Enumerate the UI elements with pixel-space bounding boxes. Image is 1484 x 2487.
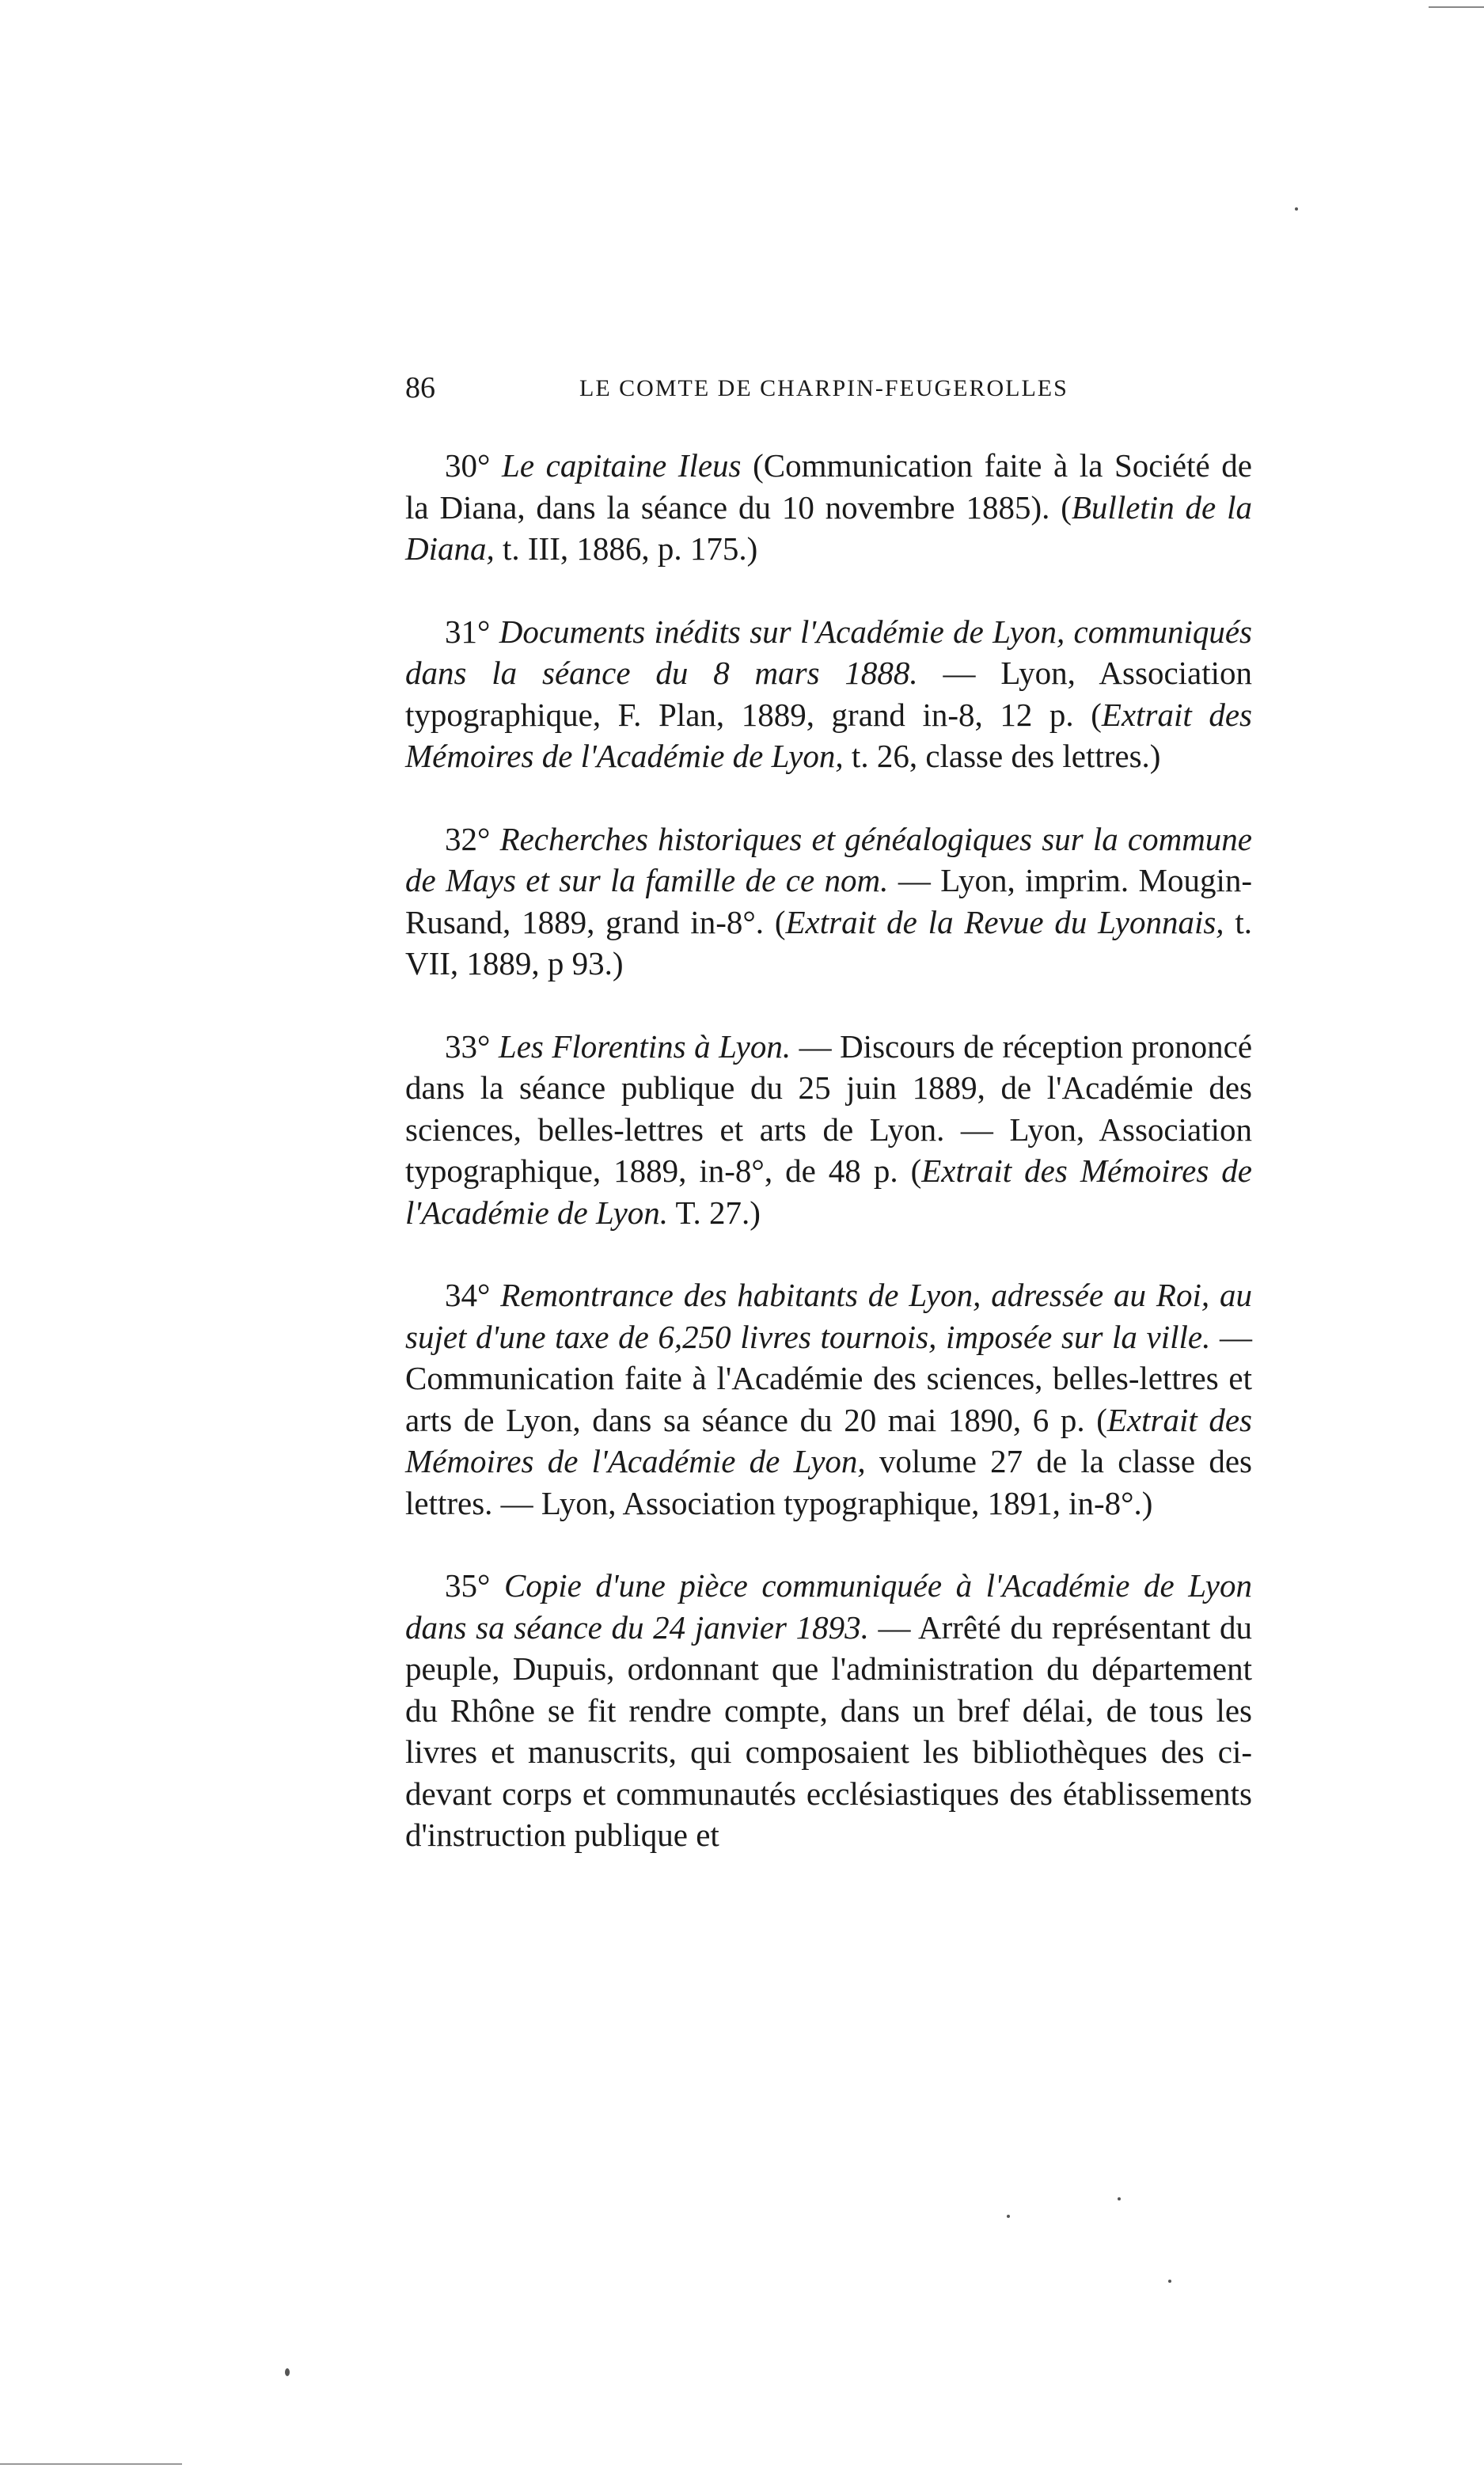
page-edge-line-top xyxy=(1429,6,1484,8)
entry-number: 30° xyxy=(445,447,491,484)
page-number: 86 xyxy=(405,371,435,404)
entry-text: — Lyon, imprim. Mougin-Rusand, 1889, grand in-8°. xyxy=(405,862,1253,940)
page-edge-line-bottom xyxy=(0,2463,182,2465)
entry-ref-title: Extrait des Mémoires de l'Académie de Lyon, xyxy=(405,696,1253,774)
bibliography-entry-32 xyxy=(405,818,1252,985)
ink-speck xyxy=(1007,2215,1010,2218)
entry-number: 32° xyxy=(445,820,491,857)
ink-speck xyxy=(1295,207,1298,211)
entry-ref-title: Bulletin de la Diana, xyxy=(405,488,1252,567)
entry-text: — Discours de réception prononcé dans la séance publique du 25 juin 1889, de l'Académie des sciences, belles-lettres et arts de Lyon. — Lyon, Association typographique, 1889, in-8°, de 48 p. xyxy=(405,1027,1253,1189)
bibliography-entry-30 xyxy=(405,445,1252,570)
entry-number: 31° xyxy=(445,613,491,650)
entry-title: Documents inédits sur l'Académie de Lyon, communiqués dans la séance du 8 mars 1888. xyxy=(405,613,1252,691)
entry-ref-title: Extrait des Mémoires de l'Académie de Lyon. xyxy=(405,1152,1252,1231)
entry-title: Le capitaine Ileus xyxy=(502,447,742,484)
entry-ref-open: ( xyxy=(910,1152,922,1189)
entry-ref-open: ( xyxy=(1061,488,1072,526)
entry-ref-title: Extrait des Mémoires de l'Académie de Lyon, xyxy=(405,1401,1253,1479)
entry-number: 34° xyxy=(445,1277,491,1313)
ink-speck xyxy=(1118,2197,1121,2200)
entry-title: Recherches historiques et généalogiques sur la commune de Mays et sur la famille de ce nom. xyxy=(405,820,1252,898)
entry-ref-details: t. VII, 1889, p 93.) xyxy=(405,903,1253,982)
entry-title: Remontrance des habitants de Lyon, adressée au Roi, au sujet d'une taxe de 6,250 livres tournois, imposée sur la ville. xyxy=(405,1277,1252,1355)
bibliography-entry-34 xyxy=(405,1274,1252,1524)
bibliography-entry-35 xyxy=(405,1565,1252,1856)
entry-ref-open: ( xyxy=(774,903,786,940)
entry-number: 35° xyxy=(445,1567,491,1604)
entry-number: 33° xyxy=(445,1027,491,1065)
entry-text: (Communication faite à la Société de la Diana, dans la séance du 10 novembre 1885). xyxy=(405,447,1252,526)
page-body xyxy=(405,445,1252,1897)
entry-title: Copie d'une pièce communiquée à l'Académie de Lyon dans sa séance du 24 janvier 1893. xyxy=(405,1567,1252,1646)
entry-ref-details: t. 26, classe des lettres.) xyxy=(851,738,1161,774)
ink-speck xyxy=(1168,2280,1171,2283)
running-title: LE COMTE DE CHARPIN-FEUGEROLLES xyxy=(579,375,1068,401)
ink-speck xyxy=(285,2368,290,2376)
bibliography-entry-33 xyxy=(405,1026,1252,1234)
entry-ref-details: T. 27.) xyxy=(675,1194,761,1231)
entry-ref-details: t. III, 1886, p. 175.) xyxy=(503,530,758,567)
entry-title: Les Florentins à Lyon. xyxy=(498,1027,791,1065)
entry-ref-open: ( xyxy=(1091,696,1102,733)
page-header xyxy=(405,370,1252,418)
entry-ref-details: volume 27 de la classe des lettres. — Lyon, Association typographique, 1891, in-8°.) xyxy=(405,1443,1252,1521)
entry-ref-title: Extrait de la Revue du Lyonnais, xyxy=(785,903,1224,940)
entry-text: — Arrêté du représentant du peuple, Dupuis, ordonnant que l'administration du département du Rhône se fit rendre compte, dans un bref délai, de tous les livres et manuscrits, qui composaient les bibliothèques des ci-devant corps et communautés ecclésiastiques des établissements d'instruction publique et xyxy=(405,1608,1253,1853)
entry-text: — Lyon, Association typographique, F. Plan, 1889, grand in-8, 12 p. xyxy=(405,655,1253,733)
entry-text: — Communication faite à l'Académie des sciences, belles-lettres et arts de Lyon, dans sa séance du 20 mai 1890, 6 p. xyxy=(405,1318,1252,1438)
bibliography-entry-31 xyxy=(405,611,1252,777)
entry-ref-open: ( xyxy=(1096,1401,1107,1438)
